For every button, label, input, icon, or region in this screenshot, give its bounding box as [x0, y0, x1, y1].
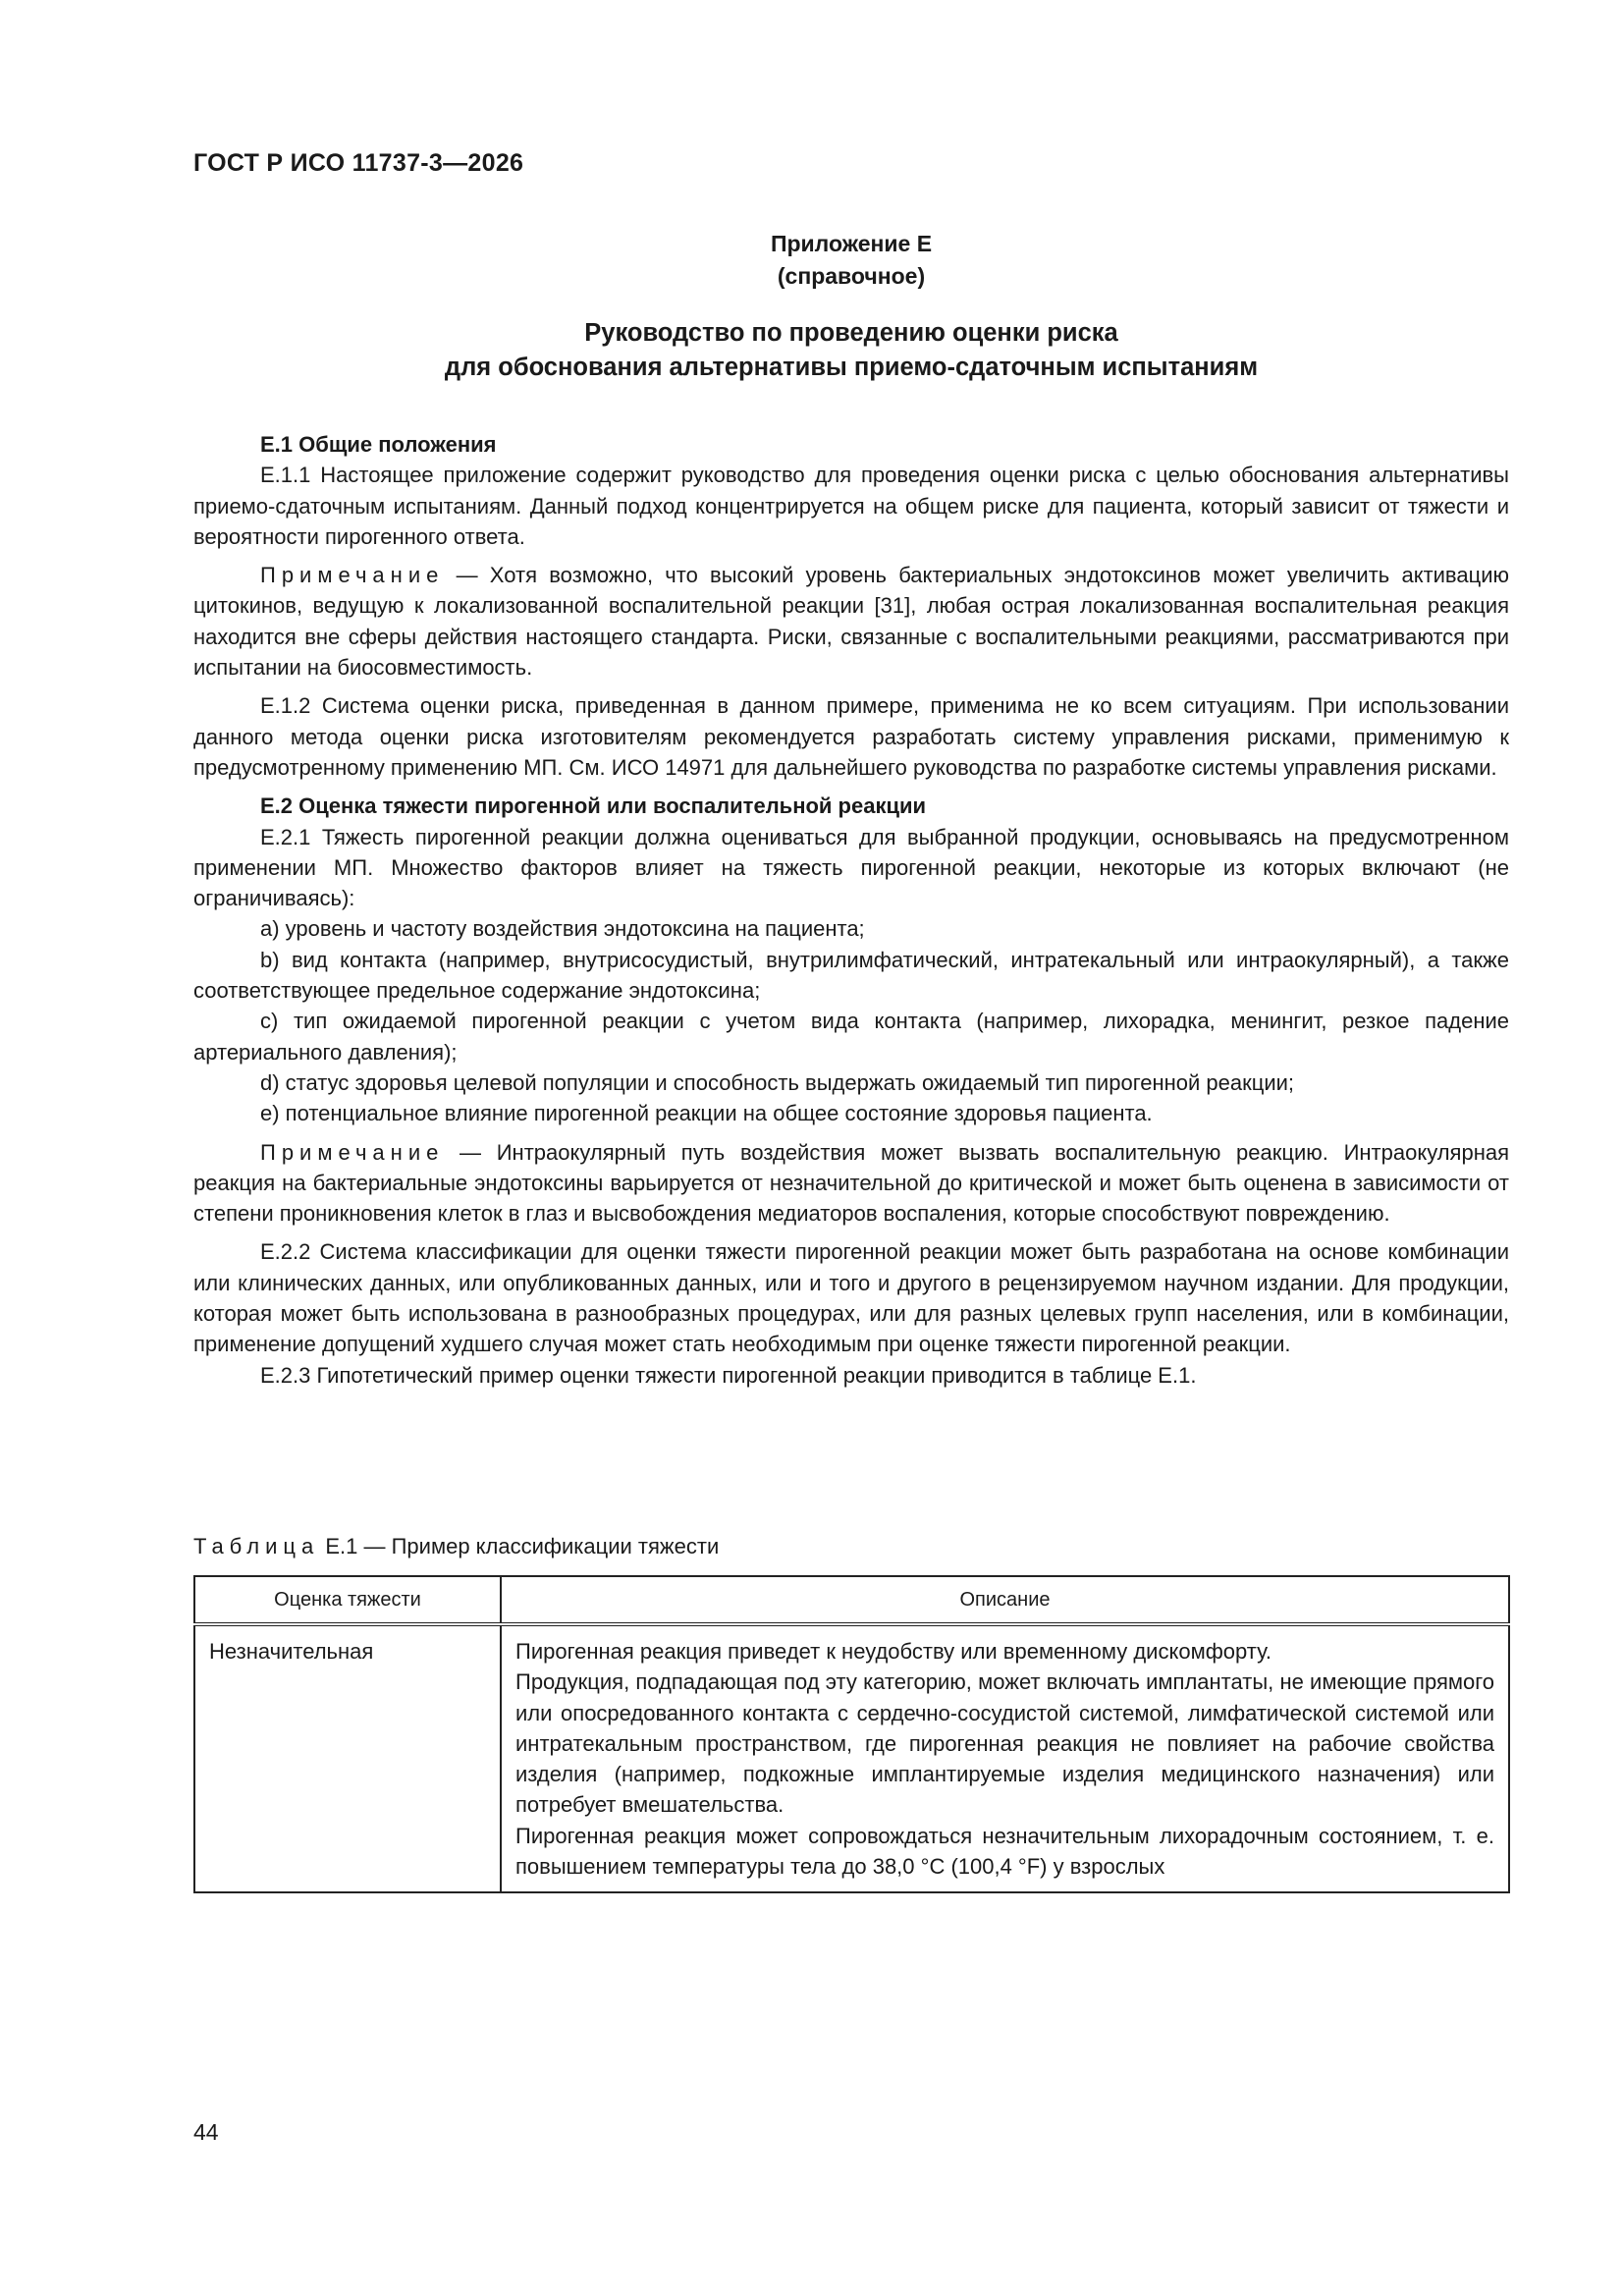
severity-cell: Незначительная	[194, 1624, 501, 1892]
section-e1-heading: Е.1 Общие положения	[260, 432, 497, 457]
paragraph-e2-3: Е.2.3 Гипотетический пример оценки тяжести пирогенной реакции приводится в таблице Е.1.	[260, 1362, 1197, 1388]
list-item: d) статус здоровья целевой популяции и способность выдержать ожидаемый тип пирогенной реакции;	[260, 1069, 1295, 1095]
document-body	[193, 429, 1509, 1391]
annex-status: (справочное)	[777, 263, 926, 289]
note-e1	[193, 560, 1509, 683]
note-label: Примечание	[260, 563, 445, 588]
table-caption	[193, 1534, 719, 1559]
description-line: Пирогенная реакция может сопровождаться незначительным лихорадочным состоянием, т. е. повышением температуры тела до 38,0 °C (100,4 °F) у взрослых	[515, 1823, 1494, 1880]
note-text: — Интраокулярный путь воздействия может вызвать воспалительную реакцию. Интраокулярная реакция на бактериальные эндотоксины варьируется от незначительной до критической и может быть оценена в зависимости от степени проникновения клеток в глаз и высвобождения медиаторов воспаления, которые способствуют повреждению.	[193, 1139, 1509, 1227]
description-line: Продукция, подпадающая под эту категорию, может включать имплантаты, не имеющие прямого или опосредованного контакта с сердечно-сосудистой системой, лимфатической системой или интратекальным пространством, где пирогенная реакция не повлияет на рабочие свойства изделия (например, подкожные имплантируемые изделия медицинского назначения) или потребует вмешательства.	[515, 1669, 1494, 1818]
note-label: Примечание	[260, 1139, 445, 1165]
paragraph-e2-2: Е.2.2 Система классификации для оценки тяжести пирогенной реакции может быть разработана на основе комбинации или клинических данных, или опубликованных данных, или и того и другого в рецензируемом научном издании. Для продукции, которая может быть использована в разнообразных процедурах, или для разных целевых групп населения, или в комбинации, применение допущений худшего случая может стать необходимым при оценке тяжести пирогенной реакции.	[193, 1239, 1509, 1357]
annex-title	[193, 316, 1509, 385]
standard-code-header: ГОСТ Р ИСО 11737-3—2026	[193, 149, 524, 177]
annex-title-line1: Руководство по проведению оценки риска	[584, 319, 1118, 347]
list-item: b) вид контакта (например, внутрисосудистый, внутрилимфатический, интратекальный или интраокулярный), а также соответствующее предельное содержание эндотоксина;	[193, 947, 1509, 1004]
severity-table	[193, 1575, 1510, 1893]
table-caption-label: Таблица	[193, 1534, 320, 1558]
table-row	[194, 1624, 1509, 1892]
paragraph-e2-1: Е.2.1 Тяжесть пирогенной реакции должна оцениваться для выбранной продукции, основываясь на предусмотренном применении МП. Множество факторов влияет на тяжесть пирогенной реакции, некоторые из которых включают (не ограничиваясь):	[193, 824, 1509, 911]
description-cell	[501, 1624, 1509, 1892]
annex-label: Приложение Е	[770, 231, 933, 256]
annex-heading	[193, 228, 1509, 293]
page-number: 44	[193, 2119, 219, 2145]
table-header-row	[194, 1576, 1509, 1624]
paragraph-e1-2: Е.1.2 Система оценки риска, приведенная в данном примере, применима не ко всем ситуациям. При использовании данного метода оценки риска изготовителям рекомендуется разработать систему управления рисками, применимую к предусмотренному применению МП. См. ИСО 14971 для дальнейшего руководства по разработке системы управления рисками.	[193, 693, 1509, 780]
note-text: — Хотя возможно, что высокий уровень бактериальных эндотоксинов может увеличить активацию цитокинов, ведущую к локализованной воспалительной реакции [31], любая острая локализованная воспалительная реакция находится вне сферы действия настоящего стандарта. Риски, связанные с воспалительными реакциями, рассматриваются при испытании на биосовместимость.	[193, 563, 1509, 681]
table-caption-text: Е.1 — Пример классификации тяжести	[319, 1534, 720, 1558]
column-header-description: Описание	[501, 1576, 1509, 1624]
description-line: Пирогенная реакция приведет к неудобству или временному дискомфорту.	[515, 1639, 1272, 1664]
list-item: a) уровень и частоту воздействия эндотоксина на пациента;	[260, 916, 865, 942]
column-header-severity: Оценка тяжести	[194, 1576, 501, 1624]
annex-title-line2: для обоснования альтернативы приемо-сдаточным испытаниям	[444, 354, 1259, 381]
paragraph-e1-1: Е.1.1 Настоящее приложение содержит руководство для проведения оценки риска с целью обоснования альтернативы приемо-сдаточным испытаниям. Данный подход концентрируется на общем риске для пациента, который зависит от тяжести и вероятности пирогенного ответа.	[193, 463, 1509, 549]
section-e2-heading: Е.2 Оценка тяжести пирогенной или воспалительной реакции	[260, 793, 927, 819]
list-item: e) потенциальное влияние пирогенной реакции на общее состояние здоровья пациента.	[260, 1101, 1153, 1126]
note-e2	[193, 1137, 1509, 1230]
list-item: c) тип ожидаемой пирогенной реакции с учетом вида контакта (например, лихорадка, менингит, резкое падение артериального давления);	[193, 1009, 1509, 1065]
